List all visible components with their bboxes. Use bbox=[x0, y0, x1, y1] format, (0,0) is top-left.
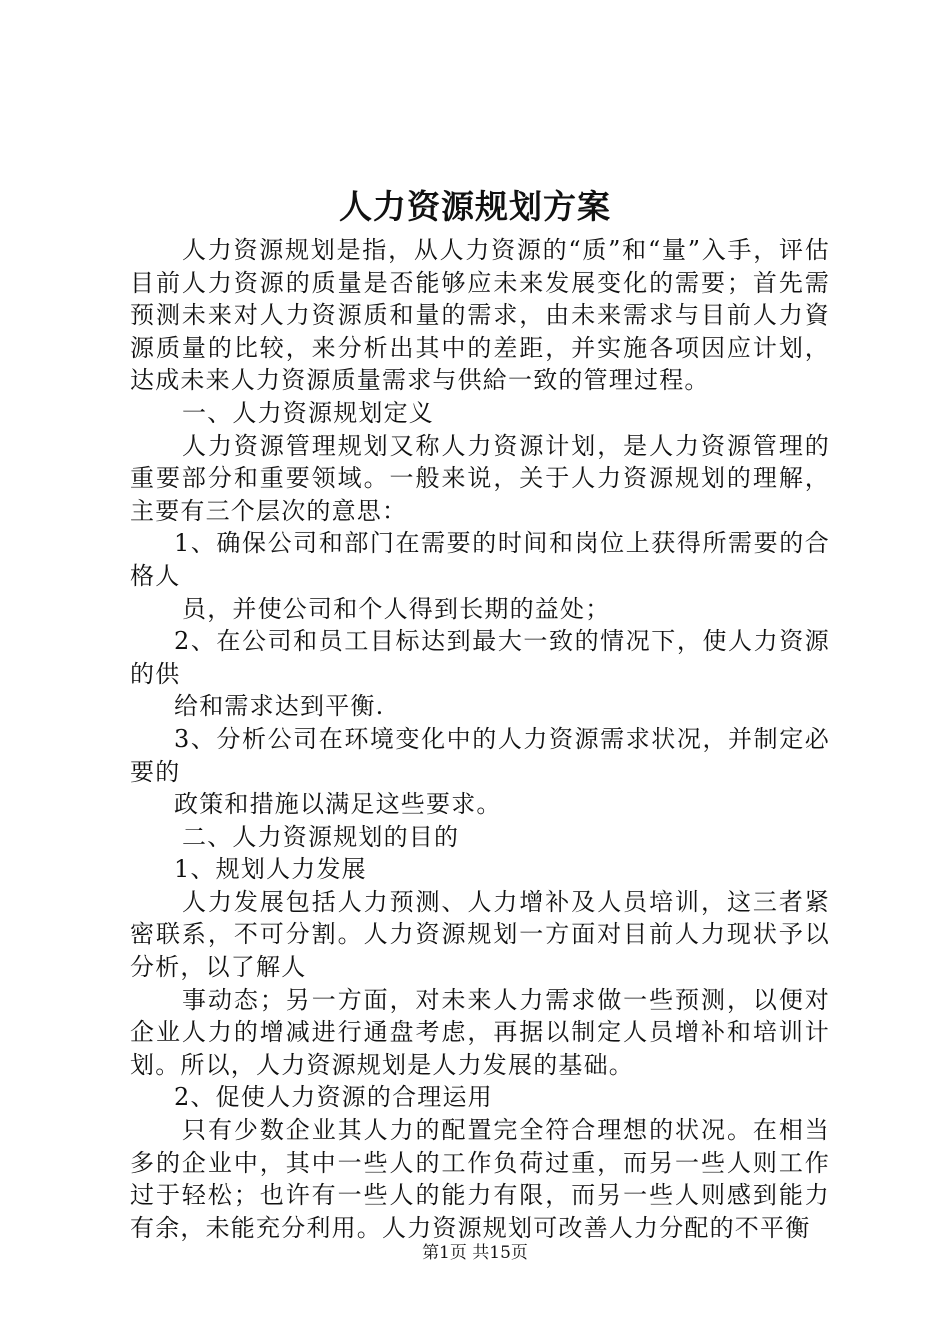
document-body bbox=[130, 234, 830, 1244]
subheading-2: 2、促使人力资源的合理运用 bbox=[174, 1083, 493, 1112]
list-item-3-continued: 政策和措施以满足这些要求。 bbox=[174, 790, 502, 819]
list-item-2-continued: 给和需求达到平衡. bbox=[174, 692, 385, 721]
paragraph-development-continued: 事动态；另一方面，对未来人力需求做一些预测，以便对企业人力的增减进行通盘考虑，再据以制定人员增补和培训计划。所以，人力资源规划是人力发展的基础。 bbox=[130, 985, 830, 1079]
paragraph-allocation: 只有少数企业其人力的配置完全符合理想的状况。在相当多的企业中，其中一些人的工作负荷过重，而另一些人则工作过于轻松；也许有一些人的能力有限，而另一些人则感到能力有余，未能充分利用。人力资源规划可改善人力分配的不平衡 bbox=[130, 1116, 830, 1242]
page-footer: 第1页 共15页 bbox=[422, 1243, 528, 1263]
section-heading-1: 一、人力资源规划定义 bbox=[182, 398, 434, 427]
list-item-3: 3、分析公司在环境变化中的人力资源需求状况，并制定必要的 bbox=[130, 724, 830, 786]
list-item-1-continued: 员，并使公司和个人得到长期的益处； bbox=[182, 594, 611, 623]
paragraph-definition: 人力资源管理规划又称人力资源计划，是人力资源管理的重要部分和重要领域。一般来说，关于人力资源规划的理解，主要有三个层次的意思： bbox=[130, 431, 830, 525]
list-item-2: 2、在公司和员工目标达到最大一致的情况下，使人力资源的供 bbox=[130, 627, 830, 688]
subheading-1: 1、规划人力发展 bbox=[174, 855, 367, 884]
paragraph-development: 人力发展包括人力预测、人力增补及人员培训，这三者紧密联系，不可分割。人力资源规划一方面对目前人力现状予以分析，以了解人 bbox=[130, 887, 830, 982]
document-title: 人力资源规划方案 bbox=[339, 187, 611, 226]
paragraph-intro: 人力资源规划是指，从人力资源的“质”和“量”入手，评估目前人力资源的质量是否能够应未来发展变化的需要；首先需预测未来对人力资源质和量的需求，由未来需求与目前人力資源质量的比较，来分析出其中的差距，并实施各项因应计划，达成未来人力资源质量需求与供給一致的管理过程。 bbox=[130, 236, 830, 395]
list-item-1: 1、确保公司和部门在需要的时间和岗位上获得所需要的合格人 bbox=[130, 529, 830, 590]
section-heading-2: 二、人力资源规划的目的 bbox=[182, 822, 460, 851]
